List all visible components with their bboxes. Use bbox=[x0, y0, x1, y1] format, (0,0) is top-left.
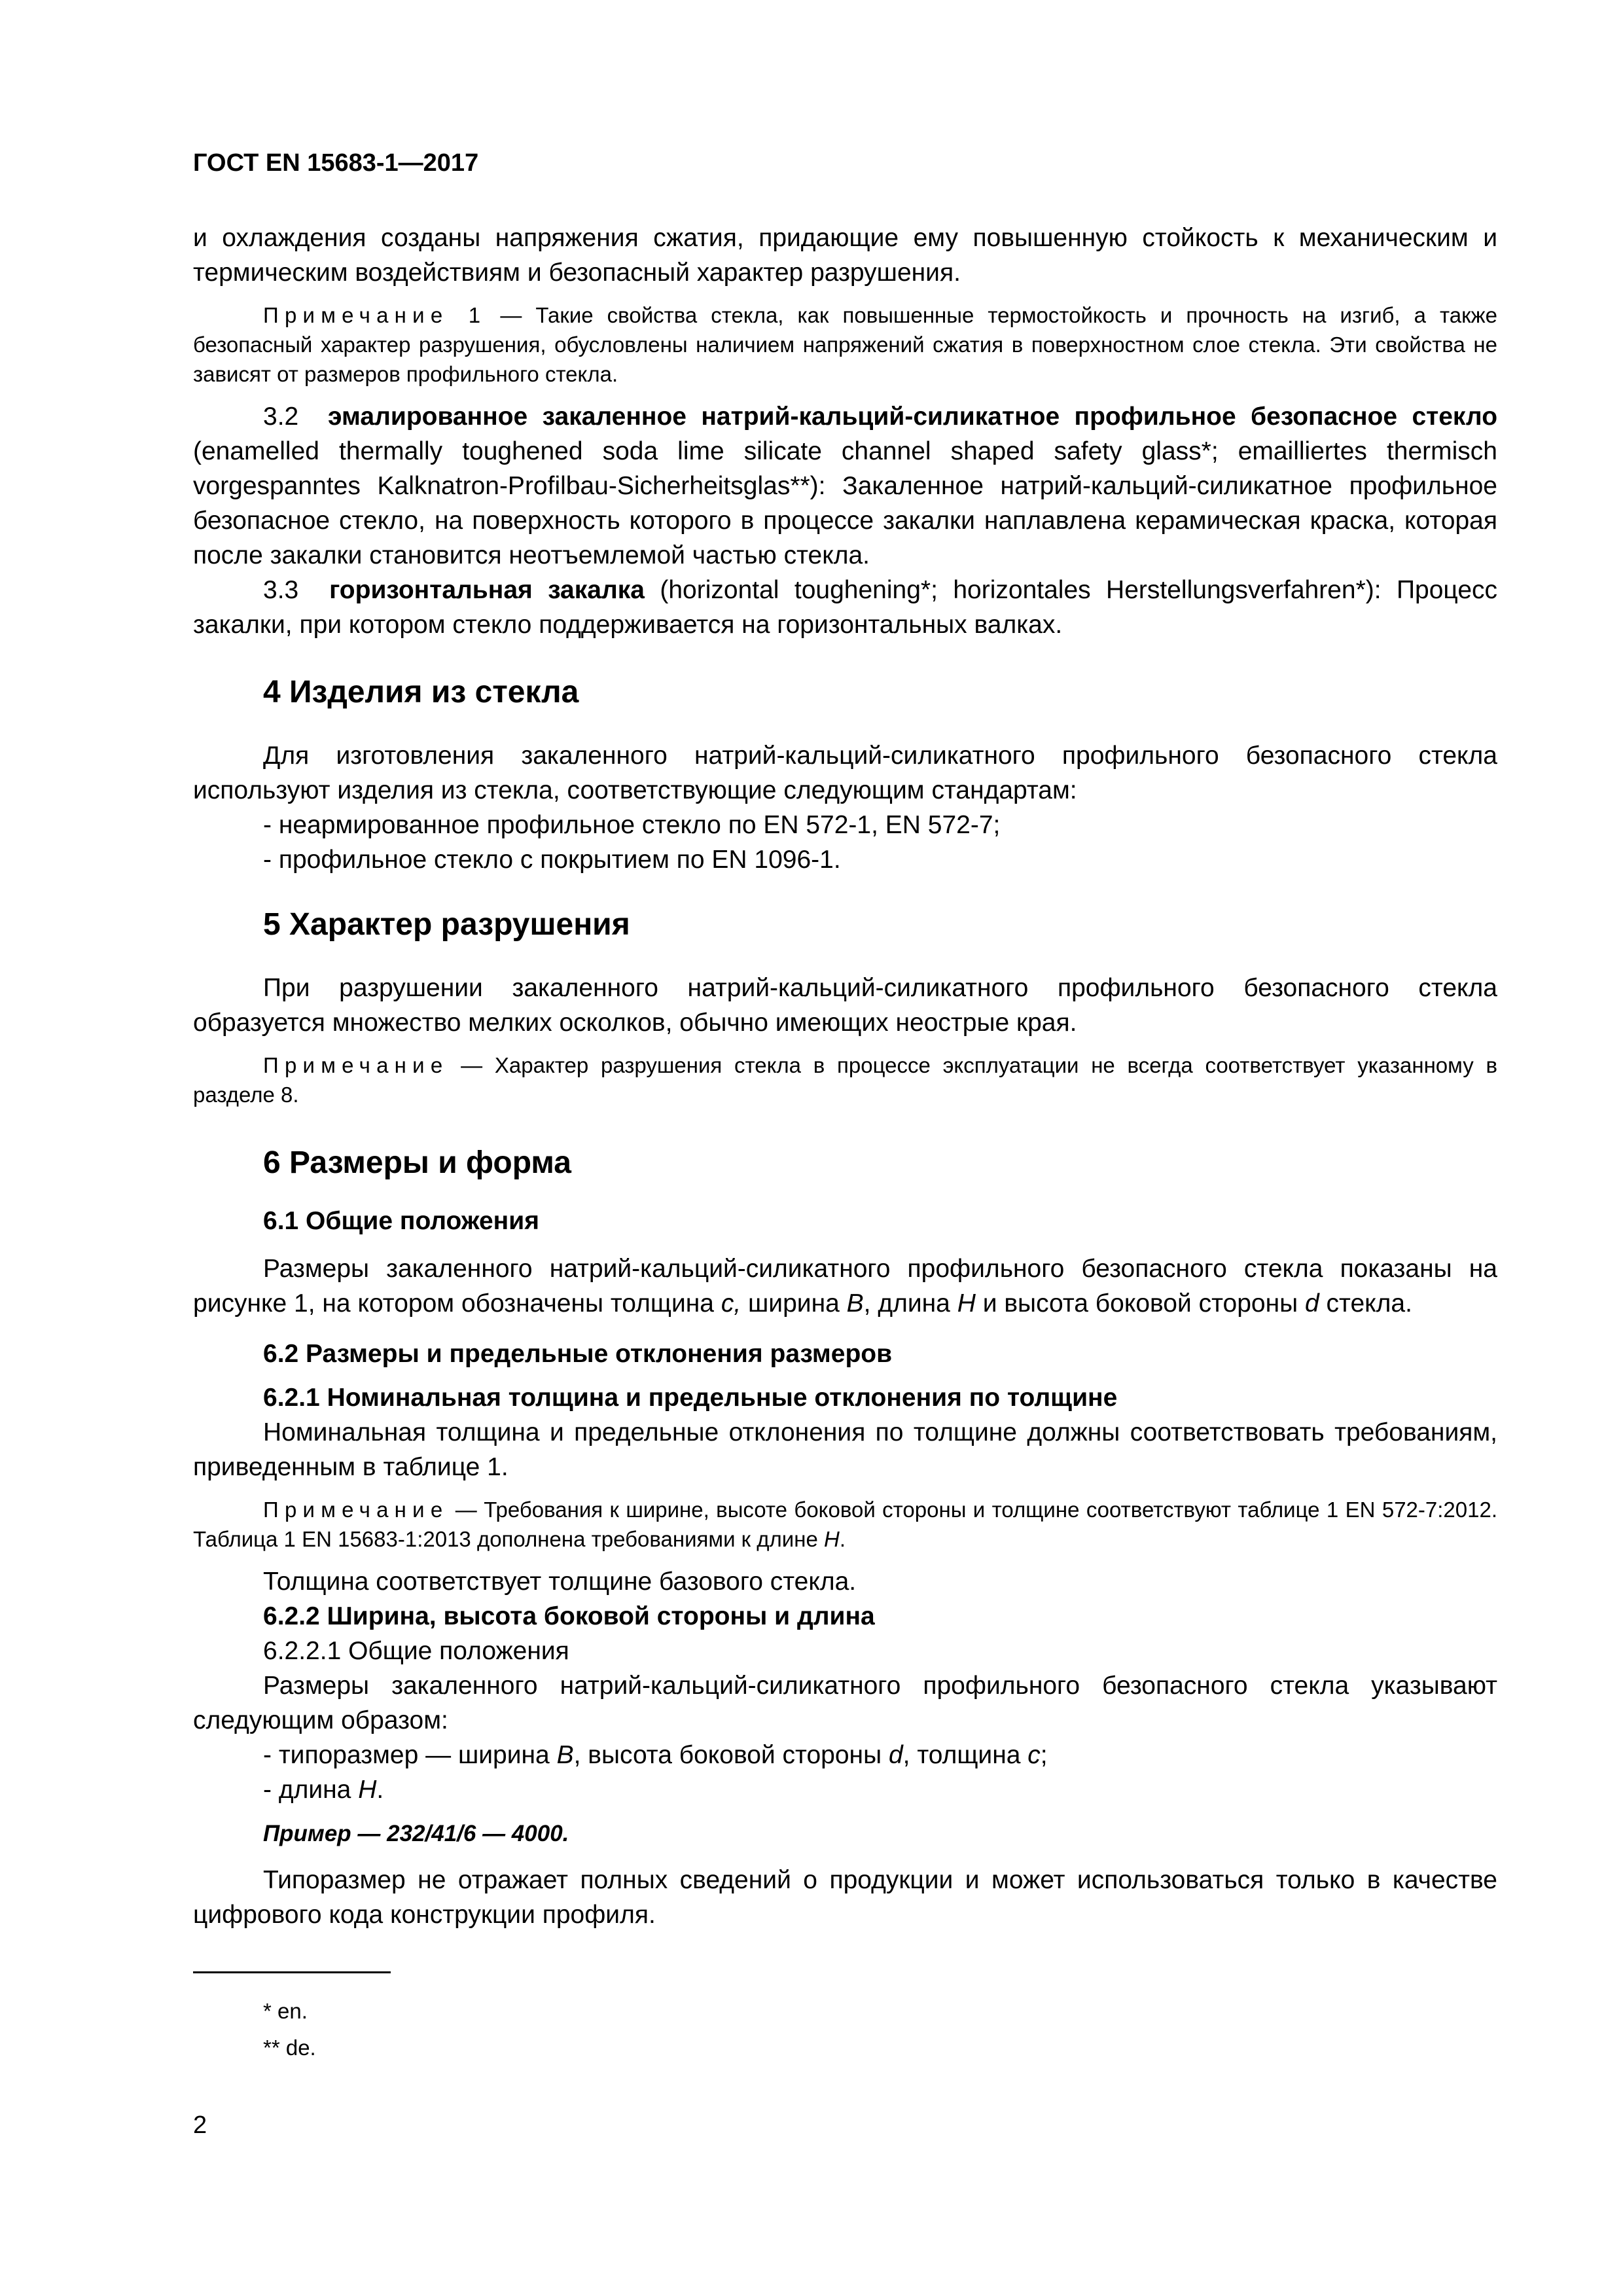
term-number: 3.3 bbox=[263, 576, 299, 604]
text-run: , длина bbox=[863, 1289, 957, 1318]
text-run: ; bbox=[1040, 1741, 1048, 1769]
section-6 bbox=[193, 1143, 1497, 1932]
section-5-note bbox=[193, 1050, 1497, 1109]
text-run: стекла. bbox=[1319, 1289, 1412, 1318]
note-text: — Требования к ширине, высоте боковой стороны и толщине соответствуют таблице 1 EN 572-7:2012. Таблица 1 EN 15683-1:2013 дополнена требованиями к длине bbox=[193, 1498, 1497, 1551]
text-run: Размеры закаленного натрий-кальций-силикатного профильного безопасного стекла показаны на рисунке 1, на котором обозначены толщина bbox=[193, 1255, 1497, 1318]
subsection-6-2-2-1-title: 6.2.2.1 Общие положения bbox=[263, 1637, 569, 1665]
list-item bbox=[263, 1772, 1497, 1807]
note-label: Примечание 1 bbox=[263, 303, 487, 327]
var-B: B bbox=[846, 1289, 864, 1318]
subsection-6-2-title: 6.2 Размеры и предельные отклонения размеров bbox=[263, 1340, 893, 1368]
section-5-title: 5 Характер разрушения bbox=[263, 907, 630, 942]
text-run: , толщина bbox=[902, 1741, 1028, 1769]
example: Пример — 232/41/6 — 4000. bbox=[263, 1821, 569, 1846]
var-H: H bbox=[957, 1289, 976, 1318]
intro-paragraph: и охлаждения созданы напряжения сжатия, придающие ему повышенную стойкость к механическим и термическим воздействиям и безопасный характер разрушения. bbox=[193, 224, 1497, 287]
section-5-paragraph: При разрушении закаленного натрий-кальций-силикатного профильного безопасного стекла образуется множество мелких осколков, обычно имеющих неострые края. bbox=[193, 974, 1497, 1037]
subsection-6-2-2-1-paragraph: Размеры закаленного натрий-кальций-силикатного профильного безопасного стекла указывают следующим образом: bbox=[193, 1672, 1497, 1734]
text-run: , высота боковой стороны bbox=[573, 1741, 889, 1769]
text-run: . bbox=[839, 1527, 846, 1551]
term-3-2 bbox=[193, 399, 1497, 573]
terms-block bbox=[193, 221, 1497, 642]
page-number: 2 bbox=[193, 2111, 207, 2139]
term-definition: (enamelled thermally toughened soda lime silicate channel shaped safety glass*; emailliertes thermisch vorgespanntes Kalknatron-Profilbau-Sicherheitsglas**): Закаленное натрий-кальций-силикатное профильное безопасное стекло, на поверхность которого в процессе закалки наплавлена керамическая краска, которая после закалки становится неотъемлемой частью стекла. bbox=[193, 437, 1497, 569]
note-1 bbox=[193, 300, 1497, 389]
text-run: - длина bbox=[263, 1776, 359, 1804]
var-H: H bbox=[823, 1527, 840, 1551]
subsection-6-1-paragraph bbox=[193, 1251, 1497, 1321]
list-item: - неармированное профильное стекло по EN 572-1, EN 572-7; bbox=[263, 811, 1001, 839]
note-label: Примечание bbox=[263, 1053, 449, 1077]
subsection-6-1-title: 6.1 Общие положения bbox=[263, 1207, 539, 1235]
footnote: ** de. bbox=[263, 2036, 316, 2060]
subsection-6-2-1-note bbox=[193, 1495, 1497, 1554]
var-c: c, bbox=[721, 1289, 741, 1318]
var-d: d bbox=[1305, 1289, 1319, 1318]
term-number: 3.2 bbox=[263, 403, 299, 431]
term-definition: (horizontal toughening*; horizontales Herstellungsverfahren*): Процесс закалки, при котором стекло поддерживается на горизонтальных валках. bbox=[193, 576, 1498, 639]
text-run: ширина bbox=[741, 1289, 847, 1318]
footnote-separator bbox=[193, 1971, 391, 1973]
var-c: c bbox=[1027, 1741, 1041, 1769]
var-B: B bbox=[556, 1741, 574, 1769]
term-name: эмалированное закаленное натрий-кальций-силикатное профильное безопасное стекло bbox=[328, 403, 1498, 431]
note-text: — Такие свойства стекла, как повышенные термостойкость и прочность на изгиб, а также безопасный характер разрушения, обусловлены наличием напряжений сжатия в поверхностном слое стекла. Эти свойства не зависят от размеров профильного стекла. bbox=[193, 303, 1497, 386]
text-run: . bbox=[376, 1776, 384, 1804]
note-text: — Характер разрушения стекла в процессе эксплуатации не всегда соответствует указанному в разделе 8. bbox=[193, 1053, 1497, 1107]
text-run: и высота боковой стороны bbox=[975, 1289, 1306, 1318]
list-item: - профильное стекло с покрытием по EN 1096-1. bbox=[263, 846, 841, 874]
section-5 bbox=[193, 905, 1497, 1109]
section-4-paragraph: Для изготовления закаленного натрий-кальций-силикатного профильного безопасного стекла используют изделия из стекла, соответствующие следующим стандартам: bbox=[193, 742, 1497, 804]
section-4-title: 4 Изделия из стекла bbox=[263, 675, 579, 709]
list-item bbox=[263, 1738, 1497, 1772]
footnotes bbox=[263, 1996, 316, 2063]
note-label: Примечание bbox=[263, 1498, 449, 1522]
final-paragraph: Типоразмер не отражает полных сведений о продукции и может использоваться только в качестве цифрового кода конструкции профиля. bbox=[193, 1866, 1497, 1929]
section-4 bbox=[193, 673, 1497, 877]
var-H: H bbox=[358, 1776, 377, 1804]
text-run: - типоразмер — ширина bbox=[263, 1741, 557, 1769]
term-name: горизонтальная закалка bbox=[329, 576, 645, 604]
subsection-6-2-1-paragraph: Номинальная толщина и предельные отклонения по толщине должны соответствовать требованиям, приведенным в таблице 1. bbox=[193, 1418, 1497, 1481]
term-3-3 bbox=[193, 573, 1497, 642]
document-header: ГОСТ EN 15683-1—2017 bbox=[193, 149, 479, 177]
var-d: d bbox=[888, 1741, 903, 1769]
section-6-title: 6 Размеры и форма bbox=[263, 1145, 571, 1180]
thickness-statement: Толщина соответствует толщине базового стекла. bbox=[263, 1568, 857, 1596]
footnote: * en. bbox=[263, 1999, 308, 2023]
subsection-6-2-1-title: 6.2.1 Номинальная толщина и предельные отклонения по толщине bbox=[263, 1384, 1118, 1412]
subsection-6-2-2-title: 6.2.2 Ширина, высота боковой стороны и длина bbox=[263, 1602, 875, 1630]
